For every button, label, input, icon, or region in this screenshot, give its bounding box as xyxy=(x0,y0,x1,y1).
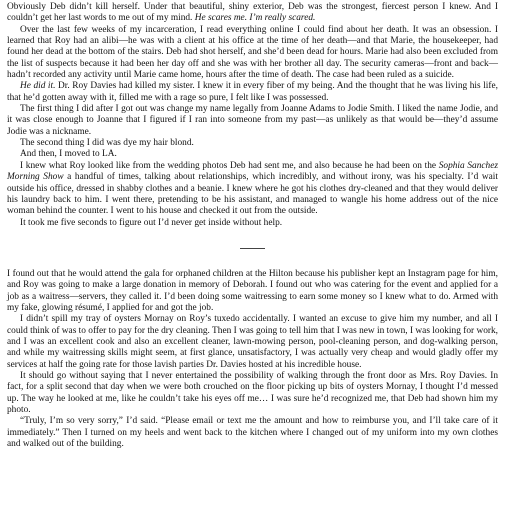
text-run: “Truly, I’m so very sorry,” I’d said. “Please email or text me the amount and how to reimburse you, and I’ll take care of it immediately.” Then I turned on my heels and went back to the kitchen where I changed out of my uniform into my own clothes and walked out of the building. xyxy=(7,416,498,450)
text-run: I knew what Roy looked like from the wedding photos Deb had sent me, and also because he had been on the xyxy=(20,160,439,171)
paragraph xyxy=(7,2,498,25)
section-2 xyxy=(7,269,498,451)
text-run: The first thing I did after I got out was change my name legally from Joanne Adams to Jodie Smith. I liked the name Jodie, and it was close enough to Joanne that I figured if I ran into someone from my past—as unlikely as that would be—they’d assume Jodie was a nickname. xyxy=(7,104,498,137)
paragraph xyxy=(7,269,498,314)
italic-text-run: Sophia Sanchez Morning Show xyxy=(7,160,498,183)
book-page xyxy=(7,2,498,450)
paragraph xyxy=(7,161,498,218)
paragraph xyxy=(7,25,498,82)
text-run: Dr. Roy Davies had killed my sister. I knew it in every fiber of my being. And the thought that he was living his life, that he’d gotten away with it, filled me with a rage so pure, I felt like I was possessed. xyxy=(7,81,498,103)
text-run: Obviously Deb didn’t kill herself. Under that beautiful, shiny exterior, Deb was the strongest, fiercest person I knew. And I couldn’t get her last words to me out of my mind. xyxy=(7,2,498,24)
italic-text-run: He scares me. I’m really scared. xyxy=(194,13,316,24)
text-run: Over the last few weeks of my incarceration, I read everything online I could find about her death. It was an obsession. I learned that Roy had an alibi—he was with a client at his office at the time of her death—and that Marie, the housekeeper, had found her dead at the bottom of the stairs. Deb had shot herself, and she’d been dead for hours. Marie had also been excluded from the list of suspects because it had been her day off and she was with her brother all day. The security cameras—front and back—hadn’t recorded any activity until Marie came home, hours after the time of death. The case had been ruled as a suicide. xyxy=(7,24,498,81)
section-divider xyxy=(240,248,265,249)
section-1 xyxy=(7,2,498,229)
paragraph xyxy=(7,138,498,149)
paragraph xyxy=(7,371,498,416)
paragraph xyxy=(7,149,498,160)
paragraph xyxy=(7,104,498,138)
text-run: And then, I moved to LA. xyxy=(20,149,117,160)
text-run: The second thing I did was dye my hair blond. xyxy=(20,138,194,149)
paragraph xyxy=(7,81,498,104)
text-run: I found out that he would attend the gala for orphaned children at the Hilton because his publisher kept an Instagram page for him, and Roy was going to make a large donation in memory of Deborah. I found out who was catering for the event and applied for a job as a waitress—servers, they called it. I’d been doing some waitressing to earn some money so I knew what to do. Armed with my fake, glowing résumé, I applied for and got the job. xyxy=(7,268,498,313)
paragraph xyxy=(7,218,498,229)
paragraph xyxy=(7,416,498,450)
text-run: It should go without saying that I never entertained the possibility of walking through the front door as Mrs. Roy Davies. In fact, for a split second that day when we were both crouched on the floor picking up bits of oysters Mornay, I thought I’d messed up. The way he looked at me, like he couldn’t take his eyes off me… I was sure he’d recognized me, that Deb had shown him my photo. xyxy=(7,370,498,415)
paragraph xyxy=(7,314,498,371)
italic-text-run: He did it. xyxy=(20,81,56,92)
text-run: It took me five seconds to figure out I’d never get inside without help. xyxy=(20,217,283,228)
text-run: I didn’t spill my tray of oysters Mornay on Roy’s tuxedo accidentally. I wanted an excuse to give him my number, and all I could think of was to offer to pay for the dry cleaning. Then I was going to tell him that I was new in town, I was looking for work, and I was an excellent cook and also an excellent cleaner, lawn-mowing person, pool-cleaning person, and dog-walking person, and while my waitressing skills might seem, at first glance, unsatisfactory, I was actually very cheap and would gladly offer my services at half the going rate for those lavish parties Dr. Davies hosted at his incredible house. xyxy=(7,314,498,370)
text-run: a handful of times, talking about relationships, which incredibly, and without irony, was his specialty. I’d wait outside his office, dressed in shabby clothes and a beanie. I knew where he got his clothes dry-cleaned and that they would deliver his laundry back to him. I went there, pretending to be his assistant, and managed to wangle his home address out of the nice woman behind the counter. I went to his house and checked it out from the outside. xyxy=(7,172,498,217)
